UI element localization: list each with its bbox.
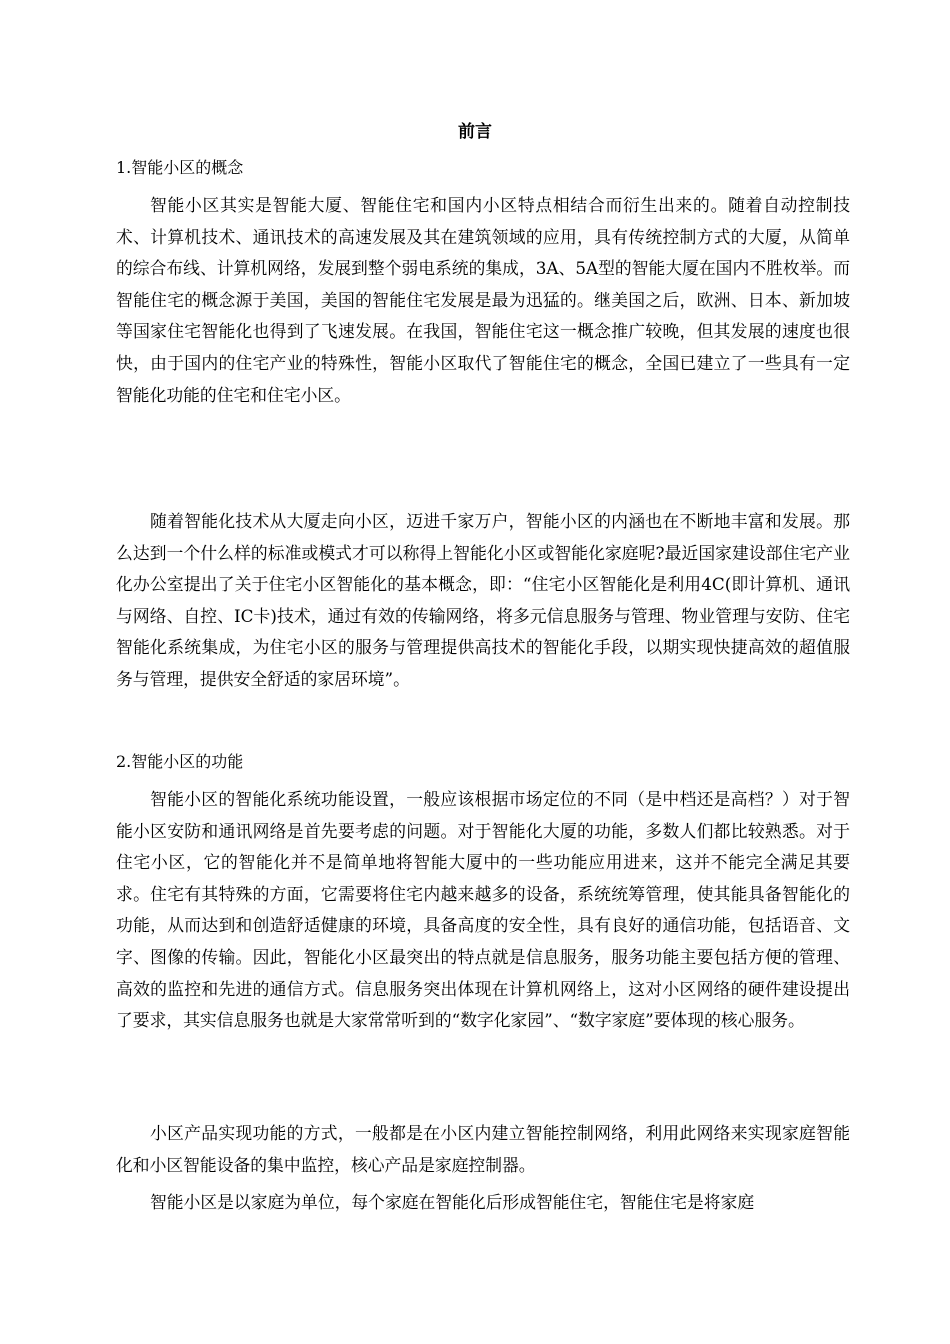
page-title: 前言 bbox=[458, 122, 492, 142]
section-heading-functions: 2.智能小区的功能 bbox=[116, 752, 244, 771]
section-heading-concept: 1.智能小区的概念 bbox=[116, 158, 244, 177]
paragraph: 智能小区其实是智能大厦、智能住宅和国内小区特点相结合而衍生出来的。随着自动控制技术、计算机技术、通讯技术的高速发展及其在建筑领域的应用，具有传统控制方式的大厦，从简单的综合布线、计算机网络，发展到整个弱电系统的集成，3A、5A型的智能大厦在国内不胜枚举。而智能住宅的概念源于美国，美国的智能住宅发展是最为迅猛的。继美国之后，欧洲、日本、新加坡等国家住宅智能化也得到了飞速发展。在我国，智能住宅这一概念推广较晚，但其发展的速度也很快，由于国内的住宅产业的特殊性，智能小区取代了智能住宅的概念，全国已建立了一些具有一定智能化功能的住宅和住宅小区。 bbox=[116, 195, 850, 405]
paragraph: 智能小区是以家庭为单位，每个家庭在智能化后形成智能住宅，智能住宅是将家庭 bbox=[150, 1192, 755, 1212]
paragraph: 小区产品实现功能的方式，一般都是在小区内建立智能控制网络，利用此网络来实现家庭智能化和小区智能设备的集中监控，核心产品是家庭控制器。 bbox=[116, 1123, 850, 1175]
paragraph: 随着智能化技术从大厦走向小区，迈进千家万户，智能小区的内涵也在不断地丰富和发展。那么达到一个什么样的标准或模式才可以称得上智能化小区或智能化家庭呢?最近国家建设部住宅产业化办公室提出了关于住宅小区智能化的基本概念，即：“住宅小区智能化是利用4C(即计算机、通讯与网络、自控、IC卡)技术，通过有效的传输网络，将多元信息服务与管理、物业管理与安防、住宅智能化系统集成，为住宅小区的服务与管理提供高技术的智能化手段，以期实现快捷高效的超值服务与管理，提供安全舒适的家居环境”。 bbox=[116, 511, 850, 689]
paragraph: 智能小区的智能化系统功能设置，一般应该根据市场定位的不同（是中档还是高档？）对于智能小区安防和通讯网络是首先要考虑的问题。对于智能化大厦的功能，多数人们都比较熟悉。对于住宅小区，它的智能化并不是简单地将智能大厦中的一些功能应用进来，这并不能完全满足其要求。住宅有其特殊的方面，它需要将住宅内越来越多的设备，系统统筹管理，使其能具备智能化的功能，从而达到和创造舒适健康的环境，具备高度的安全性，具有良好的通信功能，包括语音、文字、图像的传输。因此，智能化小区最突出的特点就是信息服务，服务功能主要包括方便的管理、高效的监控和先进的通信方式。信息服务突出体现在计算机网络上，这对小区网络的硬件建设提出了要求，其实信息服务也就是大家常常听到的“数字化家园”、“数字家庭”要体现的核心服务。 bbox=[116, 789, 850, 1031]
